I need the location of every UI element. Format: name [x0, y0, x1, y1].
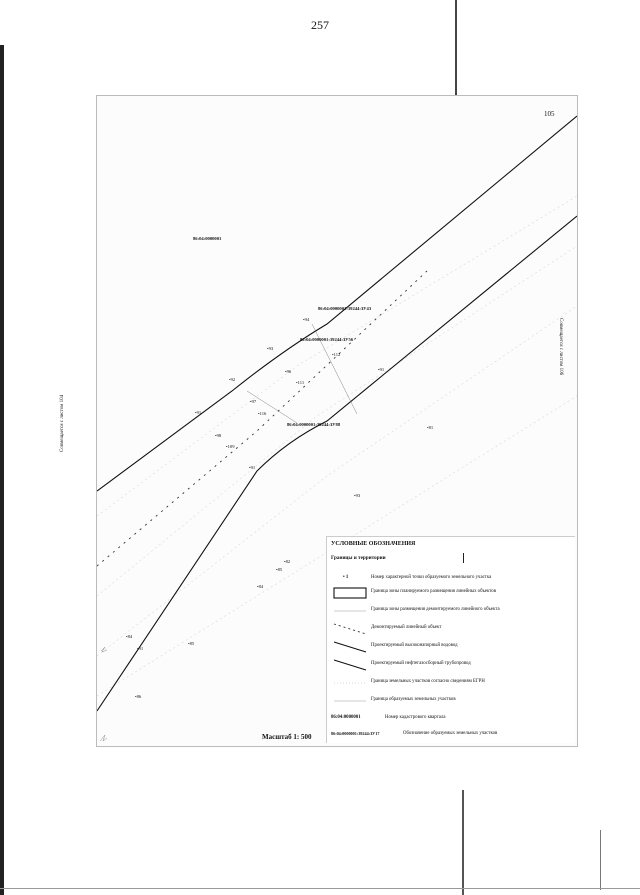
point-label: [332, 352, 340, 357]
point-number: 84: [258, 584, 264, 589]
legend: [326, 536, 575, 743]
point-label: [226, 444, 235, 449]
legend-row-parcel-id: [327, 729, 575, 741]
point-label: [285, 369, 291, 374]
connects-right-label: Совмещается с листом 106: [558, 318, 563, 376]
legend-symbol-solid-line: [333, 641, 367, 653]
point-number: 81: [428, 425, 434, 430]
point-number: 91: [138, 646, 144, 651]
parcel-label-3: 86:04:0000001:39244:ЗУ88: [287, 422, 341, 427]
scan-noise-left-2: [100, 735, 107, 741]
point-marker: •: [343, 575, 346, 580]
point-marker: •: [276, 567, 278, 572]
point-label: [267, 346, 273, 351]
point-number: 91: [196, 410, 202, 415]
point-label: [249, 465, 255, 470]
legend-text: Граница земельных участков согласно сведениям ЕГРН: [371, 679, 485, 684]
point-marker: •: [296, 380, 298, 385]
zone-boundary-upper: [97, 116, 577, 491]
point-marker: •: [257, 584, 259, 589]
legend-text: Номер характерной точки образуемого земельного участка: [371, 575, 492, 580]
point-marker: •: [229, 377, 231, 382]
legend-subtitle: Границы и территории: [331, 555, 386, 561]
point-marker: •: [285, 369, 287, 374]
point-number: 112: [333, 352, 341, 357]
point-label: [427, 425, 433, 430]
point-marker: •: [284, 559, 286, 564]
scan-line-top: [455, 0, 457, 95]
point-label: [188, 641, 194, 646]
legend-row-dismantled: [327, 623, 575, 635]
legend-symbol-solid-line: [333, 659, 367, 671]
legend-text: Граница образуемых земельных участков: [371, 697, 456, 702]
scale-label: Масштаб 1: 500: [262, 733, 312, 741]
point-number: 86: [136, 694, 142, 699]
dismantled-line: [97, 271, 427, 566]
point-marker: •: [137, 646, 139, 651]
point-label: [354, 493, 360, 498]
point-label: [258, 411, 266, 416]
point-label: [296, 380, 304, 385]
point-label: [126, 634, 132, 639]
legend-cursor-mark: [463, 553, 464, 563]
point-marker: •: [215, 433, 217, 438]
point-marker: •: [354, 493, 356, 498]
point-number: 116: [259, 411, 267, 416]
point-marker: •: [258, 411, 260, 416]
point-number: 91: [250, 465, 256, 470]
legend-row-pipeline: [327, 659, 575, 671]
legend-symbol-point-number: 1: [345, 575, 349, 580]
point-marker: •: [126, 634, 128, 639]
point-number: 98: [216, 433, 222, 438]
connects-left-label: Совмещается с листом 104: [60, 394, 65, 452]
point-label: [284, 559, 290, 564]
legend-text: Граница зоны планируемого размещения линейных объектов: [371, 589, 496, 594]
point-number: 91: [379, 367, 385, 372]
point-marker: •: [195, 410, 197, 415]
point-marker: •: [303, 317, 305, 322]
legend-title: УСЛОВНЫЕ ОБОЗНАЧЕНИЯ: [331, 541, 416, 547]
point-label: [137, 646, 143, 651]
legend-symbol-point: [343, 575, 348, 580]
point-number: 93: [268, 346, 274, 351]
scan-line-bottom-secondary: [600, 830, 601, 890]
point-marker: •: [427, 425, 429, 430]
point-marker: •: [135, 694, 137, 699]
page-number: 257: [311, 18, 329, 32]
point-marker: •: [226, 444, 228, 449]
legend-symbol-thin-line: [333, 695, 367, 707]
point-number: 109: [227, 444, 235, 449]
legend-row-zone: [327, 587, 575, 599]
legend-symbol-text: 86:04:0000001:39244:ЗУ17: [331, 731, 380, 736]
parcel-label-1: 86:04:0000001:39244:ЗУ43: [318, 306, 372, 311]
point-marker: •: [249, 465, 251, 470]
legend-symbol-rect: [333, 587, 367, 599]
legend-row-point: [327, 573, 575, 585]
point-number: 94: [304, 317, 310, 322]
point-number: 96: [286, 369, 292, 374]
point-marker: •: [250, 399, 252, 404]
legend-symbol-thin-line: [333, 605, 367, 617]
scan-bottom-rule: [0, 888, 640, 889]
legend-symbol-dotted-line: [333, 677, 367, 689]
legend-text: Проектируемый нефтегазосборный трубопровод: [371, 661, 471, 666]
legend-row-new-parcels: [327, 695, 575, 707]
legend-symbol-dash-line: [333, 623, 367, 635]
point-label: [257, 584, 263, 589]
legend-row-egrn: [327, 677, 575, 689]
point-label: [303, 317, 309, 322]
sheet-number: 105: [544, 110, 555, 118]
point-marker: •: [378, 367, 380, 372]
parcel-label-2: 86:04:0000001:39244:ЗУ56: [300, 337, 354, 342]
point-label: [250, 399, 256, 404]
point-number: 93: [355, 493, 361, 498]
point-marker: •: [267, 346, 269, 351]
legend-text: Граница зоны размещения демонтируемого линейного объекта: [371, 607, 500, 612]
point-label: [135, 694, 141, 699]
point-label: [378, 367, 384, 372]
legend-row-quarter: [327, 713, 575, 725]
point-number: 92: [230, 377, 236, 382]
scan-noise-left-1: [101, 647, 107, 652]
point-marker: •: [188, 641, 190, 646]
point-number: 85: [277, 567, 283, 572]
point-number: 85: [189, 641, 195, 646]
legend-symbol-text: 86:04:0000001: [331, 715, 361, 720]
scan-edge-left: [0, 45, 4, 895]
point-label: [229, 377, 235, 382]
point-number: 97: [251, 399, 257, 404]
point-label: [195, 410, 201, 415]
parcel-boundary-2: [247, 391, 297, 423]
point-label: [276, 567, 282, 572]
point-number: 111: [297, 380, 305, 385]
legend-text: Проектируемый высоконапорный водовод: [371, 643, 458, 648]
legend-text: Обозначение образуемых земельных участков: [403, 731, 498, 736]
point-marker: •: [332, 352, 334, 357]
point-label: [215, 433, 221, 438]
legend-row-water: [327, 641, 575, 653]
cadastral-quarter-label: 86:04:0000001: [193, 236, 222, 241]
point-number: 84: [127, 634, 133, 639]
legend-text: Номер кадастрового квартала: [385, 715, 446, 720]
legend-text: Демонтируемый линейный объект: [371, 625, 442, 630]
legend-row-dismantle-zone: [327, 605, 575, 617]
scan-line-bottom: [462, 790, 464, 895]
point-number: 82: [285, 559, 291, 564]
